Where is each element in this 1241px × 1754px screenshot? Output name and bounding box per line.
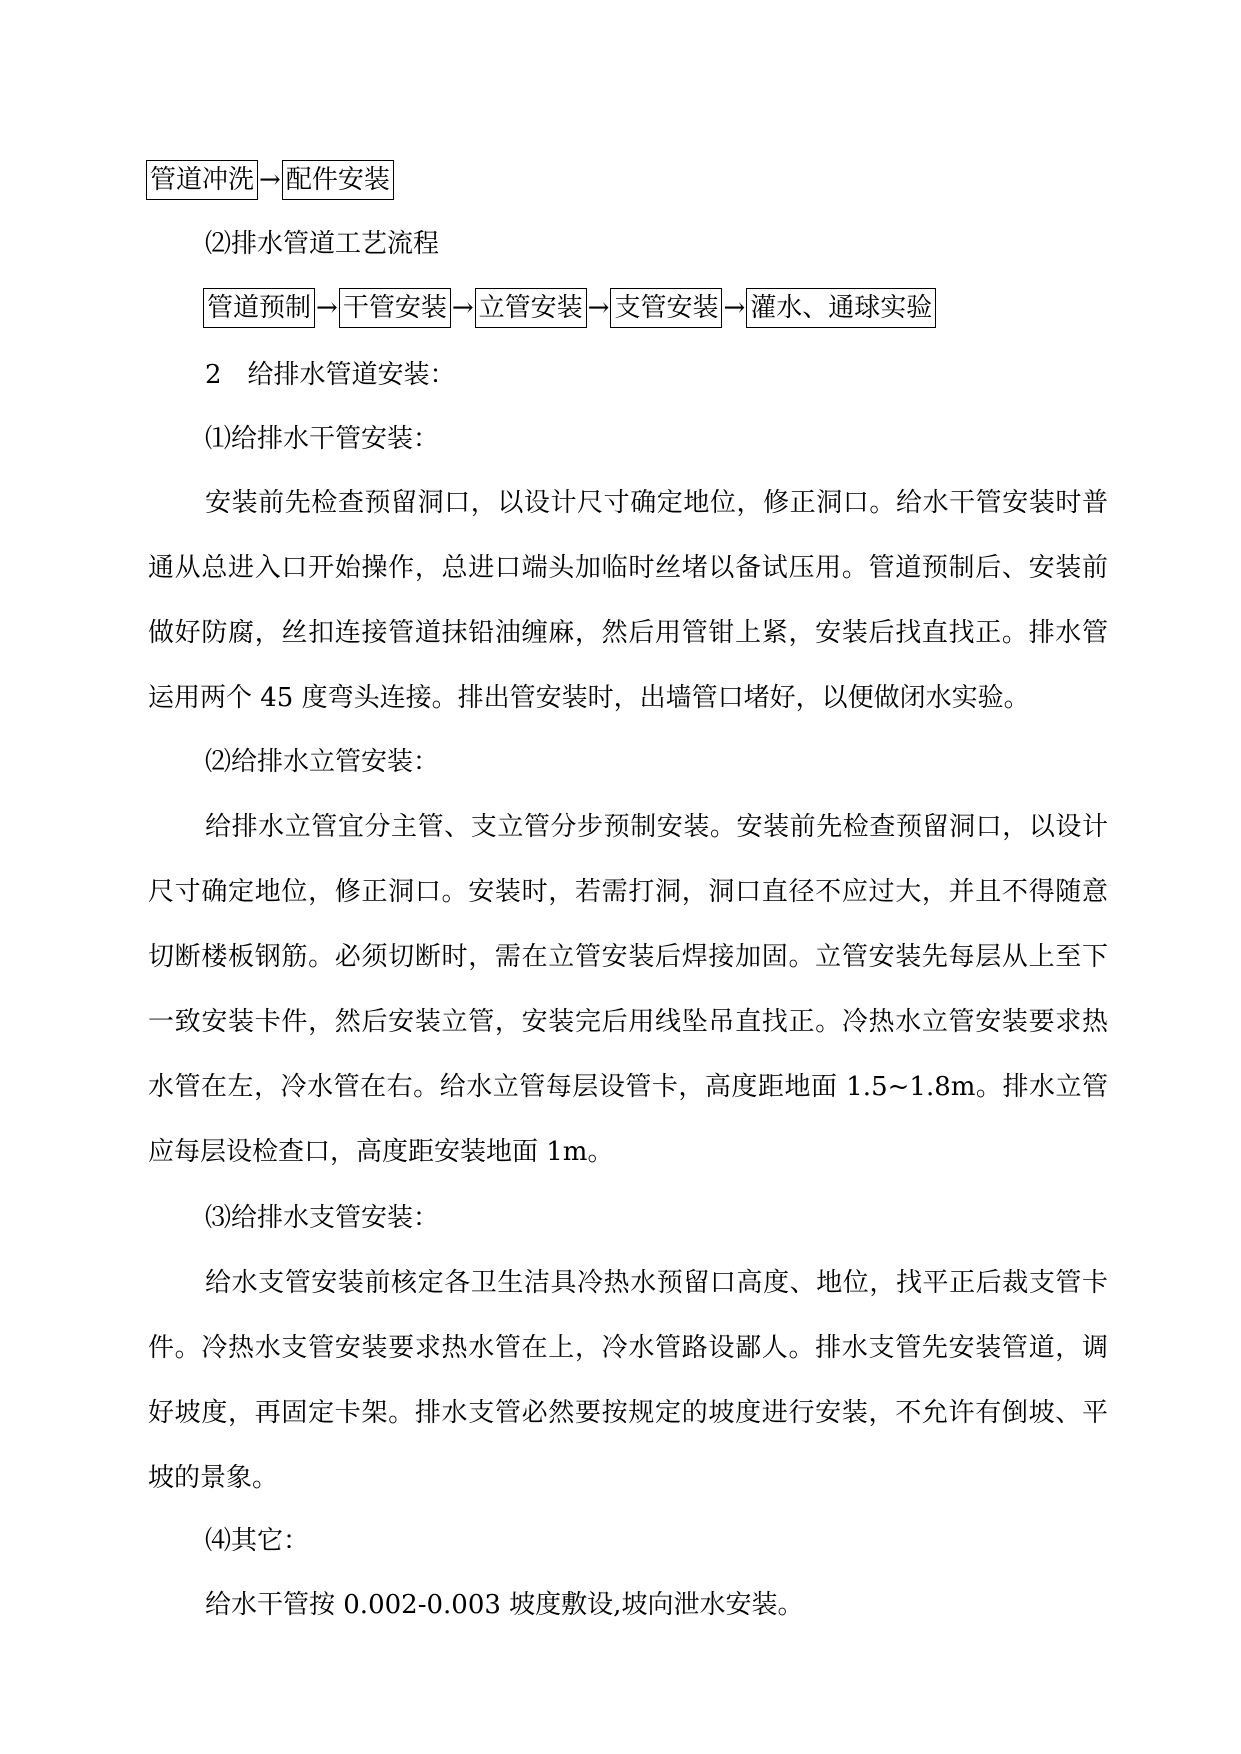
flow-arrow: → (451, 293, 474, 323)
flow-chart-2 (203, 288, 936, 328)
flow-arrow: → (316, 293, 338, 323)
flow-step-box: 管道预制 (203, 288, 315, 328)
flow-step-box: 支管安装 (610, 288, 722, 328)
paragraph: 安装前先检查预留洞口，以设计尺寸确定地位，修正洞口。给水干管安装时普通从总进入口开始操作，总进口端头加临时丝堵以备试压用。管道预制后、安装前做好防腐，丝扣连接管道抹铅油缠麻，然后用管钳上紧，安装后找直找正。排水管运用两个 45 度弯头连接。排出管安装时，出墙管口堵好，以便做闭水实验。 (148, 488, 1108, 713)
section-title: 2 给排水管道安装： (205, 360, 456, 390)
paragraph: 给水支管安装前核定各卫生洁具冷热水预留口高度、地位，找平正后裁支管卡件。冷热水支管安装要求热水管在上，冷水管路设鄙人。排水支管先安装管道，调好坡度，再固定卡架。排水支管必然要按规定的坡度进行安装，不允许有倒坡、平坡的景象。 (148, 1268, 1108, 1493)
drain-process-heading: ⑵排水管道工艺流程 (205, 229, 440, 259)
paragraph: 给水干管按 0.002-0.003 坡度敷设,坡向泄水安装。 (205, 1590, 804, 1620)
paragraph: 给排水立管宜分主管、支立管分步预制安装。安装前先检查预留洞口，以设计尺寸确定地位，修正洞口。安装时，若需打洞，洞口直径不应过大，并且不得随意切断楼板钢筋。必须切断时，需在立管安装后焊接加固。立管安装先每层从上至下一致安装卡件，然后安装立管，安装完后用线坠吊直找正。冷热水立管安装要求热水管在左，冷水管在右。给水立管每层设管卡，高度距地面 1.5~1.8m。排水立管应每层设检查口，高度距安装地面 1m。 (148, 812, 1108, 1167)
flow-step-box: 灌水、通球实验 (746, 288, 936, 328)
flow-step-box: 立管安装 (475, 288, 587, 328)
flow-chart-1 (146, 160, 394, 200)
flow-arrow: → (723, 293, 746, 323)
subsection-title: ⑵给排水立管安装： (205, 747, 440, 777)
subsection-title: ⑴给排水干管安装： (205, 424, 440, 454)
flow-arrow: → (259, 165, 281, 195)
subsection-title: ⑷其它： (205, 1526, 310, 1556)
flow-step-box: 干管安装 (339, 288, 451, 328)
subsection-title: ⑶给排水支管安装： (205, 1203, 440, 1233)
flow-step-box: 配件安装 (282, 160, 394, 200)
flow-arrow: → (587, 293, 610, 323)
flow-step-box: 管道冲洗 (146, 160, 258, 200)
